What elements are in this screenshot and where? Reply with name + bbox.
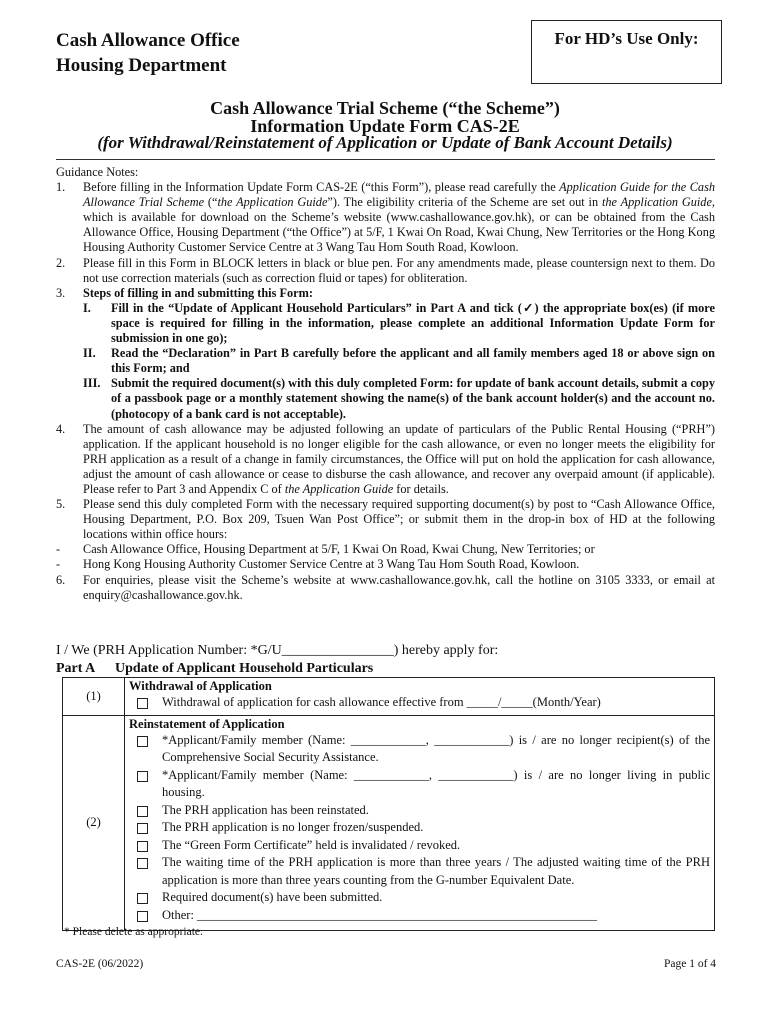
checkbox[interactable] [137, 893, 148, 904]
form-title-line-2: Information Update Form CAS-2E [250, 116, 520, 136]
part-a-table [62, 677, 715, 931]
page-number: Page 1 of 4 [664, 958, 717, 970]
withdrawal-option [125, 694, 714, 712]
location-1 [56, 542, 715, 557]
note-5 [56, 497, 715, 542]
dash-marker: - [56, 557, 61, 572]
row-number: (1) [63, 678, 125, 716]
guidance-notes [56, 165, 715, 603]
reinstatement-option [125, 837, 714, 855]
checkbox[interactable] [137, 911, 148, 922]
part-a-heading [56, 661, 373, 677]
divider [56, 159, 715, 160]
checkbox[interactable] [137, 823, 148, 834]
option-label: *Applicant/Family member (Name: ____________, ____________) is / are no longer recipient(s) of the Comprehensive Social Security Assistance. [162, 732, 710, 764]
steps-heading: Steps of filling in and submitting this Form: [83, 285, 313, 300]
note-text: ”). The eligibility criteria of the Scheme are set out in [327, 195, 602, 210]
office-name [56, 28, 240, 78]
reinstatement-option [125, 767, 714, 802]
office-line-2: Housing Department [56, 55, 227, 76]
note-text: (“ [204, 195, 218, 210]
step-number: I. [83, 300, 91, 315]
prh-application-number-field[interactable]: I / We (PRH Application Number: *G/U________________) hereby apply for: [56, 643, 499, 658]
step-iii [83, 376, 715, 421]
part-a-label: Part A [56, 661, 96, 676]
reinstatement-option [125, 819, 714, 837]
checkbox[interactable] [137, 736, 148, 747]
location-2 [56, 557, 715, 572]
step-text: Fill in the “Update of Applicant Household Particulars” in Part A and tick (✓) the appropriate box(es) (if more space is required for filling in the information, please complete an additional Information Update Form for submission in one go); [111, 300, 715, 346]
footnote: * Please delete as appropriate. [64, 926, 203, 938]
option-label: Withdrawal of application for cash allowance effective from _____/_____(Month/Year) [162, 695, 601, 709]
note-1 [56, 180, 715, 255]
form-code: CAS-2E (06/2022) [56, 958, 144, 970]
option-label: Other: ________________________________________________________________ [162, 907, 598, 922]
note-italic: the Application Guide [217, 195, 328, 210]
checkbox[interactable] [137, 858, 148, 869]
checkbox[interactable] [137, 806, 148, 817]
option-label: The “Green Form Certificate” held is invalidated / revoked. [162, 837, 461, 852]
reinstatement-heading: Reinstatement of Application [129, 716, 285, 731]
table-row [63, 715, 715, 931]
location-text: Cash Allowance Office, Housing Department at 5/F, 1 Kwai On Road, Kwai Chung, New Territories; or [83, 542, 595, 557]
note-3 [56, 286, 715, 422]
step-number: II. [83, 346, 96, 361]
note-italic: the Application Guide [284, 481, 394, 496]
reinstatement-option [125, 802, 714, 820]
reinstatement-option [125, 732, 714, 767]
reinstatement-option [125, 854, 714, 889]
form-title-line-1: Cash Allowance Trial Scheme (“the Scheme”) [210, 98, 560, 118]
note-text: , which is available for download on the Scheme’s website (www.cashallowance.gov.hk), or can be obtained from the Cash Allowance Office, Housing Department (“the Office”) at 5/F, 1 Kwai On Road, Kwai Chung, New Territories or the Hong Kong Housing Authority Customer Service Centre at 3 Wang Tau Hom South Road, Kowloon. [83, 195, 715, 255]
option-label: The PRH application has been reinstated. [162, 802, 369, 817]
guidance-heading: Guidance Notes: [56, 165, 139, 179]
option-label: The PRH application is no longer frozen/suspended. [162, 820, 424, 834]
note-6 [56, 573, 715, 603]
checkbox[interactable] [137, 841, 148, 852]
note-italic: Application Guide for the Cash Allowance Trial Scheme [83, 180, 715, 210]
option-label: The waiting time of the PRH application is more than three years / The adjusted waiting time of the PRH application is more than three years counting from the G-number Equivalent Date. [162, 855, 710, 887]
withdrawal-heading: Withdrawal of Application [129, 679, 272, 693]
note-number: 3. [56, 285, 66, 300]
note-4 [56, 422, 715, 497]
note-text: Please send this duly completed Form with the necessary required supporting document(s) by post to “Cash Allowance Office, Housing Department, P.O. Box 209, Tsuen Wan Post Office”; or submit them in the drop-in box of HD at the following locations within office hours: [83, 497, 715, 542]
note-number: 2. [56, 255, 66, 270]
option-label: *Applicant/Family member (Name: ____________, ____________) is / are no longer living in public housing. [162, 767, 710, 799]
row-number: (2) [63, 715, 125, 931]
reinstatement-option [125, 907, 714, 925]
office-line-1: Cash Allowance Office [56, 30, 240, 51]
hd-use-only-box: For HD’s Use Only: [531, 20, 722, 84]
note-2 [56, 256, 715, 286]
dash-marker: - [56, 542, 61, 557]
checkbox[interactable] [137, 771, 148, 782]
note-number: 5. [56, 497, 66, 512]
step-number: III. [83, 376, 101, 391]
note-text: The amount of cash allowance may be adjusted following an update of particulars of the Public Rental Housing (“PRH”) application. If the applicant household is no longer eligible for the cash allowance, or even no longer meets the eligibility for PRH application as a result of a change in family circumstances, the Office will put on hold the application for cash allowance, adjust the amount of cash allowance or cease to disburse the cash allowance, and recover any overpaid amount (if applicable). Please refer to Part 3 and Appendix C of [83, 421, 715, 496]
note-text: Please fill in this Form in BLOCK letters in black or blue pen. For any amendments made, please countersign next to them. Do not use correction materials (such as correction fluid or tapes) for obliteration. [83, 255, 715, 285]
note-number: 4. [56, 421, 66, 436]
note-italic: the Application Guide [601, 195, 712, 210]
table-row [63, 678, 715, 716]
checkbox[interactable] [137, 698, 148, 709]
reinstatement-option [125, 889, 714, 907]
step-text: Submit the required document(s) with this duly completed Form: for update of bank account details, submit a copy of a passbook page or a monthly statement showing the name(s) of the bank account holder(s) and the account no. (photocopy of a bank card is not acceptable). [111, 376, 715, 421]
location-text: Hong Kong Housing Authority Customer Service Centre at 3 Wang Tau Hom South Road, Kowloon. [83, 557, 580, 572]
part-a-title: Update of Applicant Household Particulars [115, 661, 374, 676]
step-text: Read the “Declaration” in Part B carefully before the applicant and all family members aged 18 or above sign on this Form; and [111, 346, 715, 376]
option-label: Required document(s) have been submitted. [162, 890, 383, 904]
form-subtitle: (for Withdrawal/Reinstatement of Application or Update of Bank Account Details) [97, 133, 673, 152]
note-text: Before filling in the Information Update Form CAS-2E (“this Form”), please read carefully the [83, 180, 560, 195]
note-number: 6. [56, 572, 66, 587]
note-number: 1. [56, 180, 66, 195]
note-text: for details. [393, 481, 449, 496]
step-i [83, 301, 715, 346]
note-text: For enquiries, please visit the Scheme’s website at www.cashallowance.gov.hk, call the hotline on 3105 3333, or email at enquiry@cashallowance.gov.hk. [83, 572, 715, 602]
step-ii [83, 346, 715, 376]
